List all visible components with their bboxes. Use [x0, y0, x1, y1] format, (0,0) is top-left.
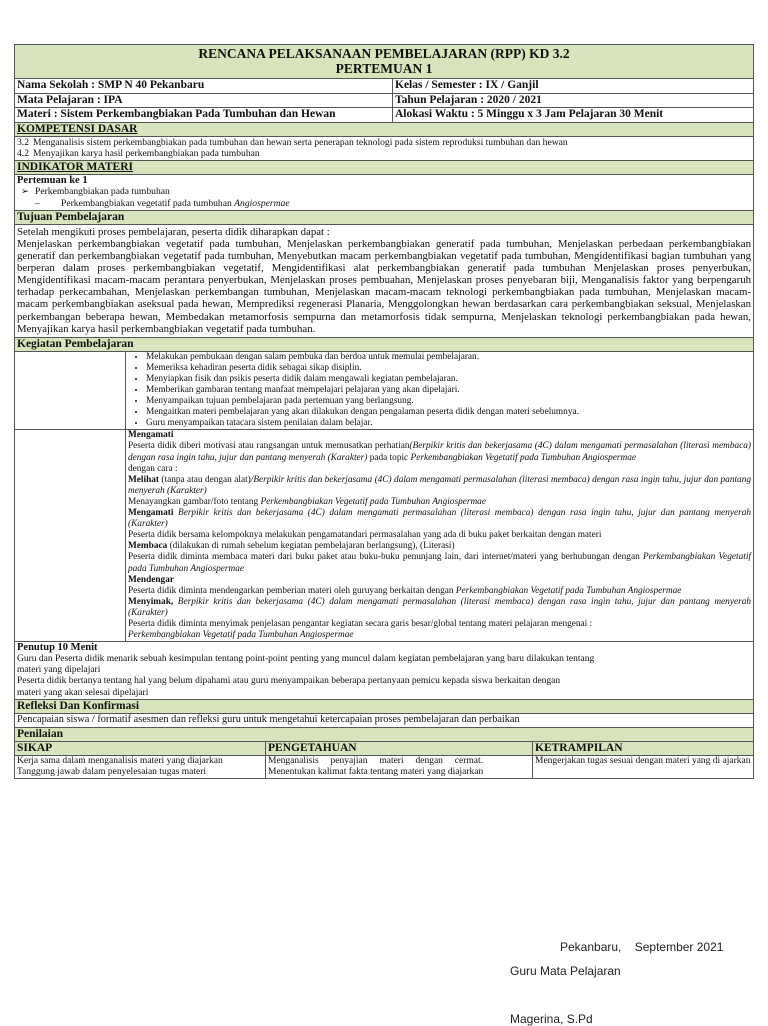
kegiatan-inti: [14, 430, 754, 642]
academic-year: Tahun Pelajaran : 2020 / 2021: [395, 93, 542, 106]
inti-paragraph: Mengamati Berpikir kritis dan bekerjasama (4C) dalam mengamati permasalahan (literasi membaca) dengan rasa ingin tahu, jujur dan pantang menyerah (Karakter): [128, 508, 751, 530]
subject: Mata Pelajaran : IPA: [15, 94, 393, 108]
kd-item: 4.2 Menyajikan karya hasil perkembangbiakan pada tumbuhan: [17, 148, 260, 159]
kegiatan-pendahuluan: [14, 352, 754, 431]
tujuan-heading: Tujuan Pembelajaran: [14, 211, 754, 225]
inti-paragraph: Menayangkan gambar/foto tentang Perkembangbiakan Vegetatif pada Tumbuhan Angiospermae: [128, 496, 486, 507]
pengetahuan-body: Menganalisis penyajian materi dengan cermat. Menentukan kalimat fakta tentang materi yang diajarkan: [268, 755, 484, 777]
tujuan-intro: Setelah mengikuti proses pembelajaran, peserta didik diharapkan dapat :: [17, 225, 330, 238]
inti-paragraph: Peserta didik diminta menyimak penjelasan pengantar kegiatan secara garis besar/global tentang materi pelajaran mengenai :: [128, 618, 593, 629]
school-name: Nama Sekolah : SMP N 40 Pekanbaru: [15, 79, 393, 93]
penilaian-heading: Penilaian: [14, 728, 754, 742]
info-row-3: [14, 108, 754, 123]
list-item: • Menyampaikan tujuan pembelajaran pada pertemuan yang berlangsung.: [146, 396, 751, 407]
tujuan-body: [14, 225, 754, 338]
inti-paragraph: Membaca (dilakukan di rumah sebelum kegiatan pembelajaran berlangsung), (Literasi): [128, 541, 455, 552]
pengetahuan-header: PENGETAHUAN: [266, 742, 532, 756]
pendahuluan-list: [126, 352, 753, 430]
sikap-body: Kerja sama dalam menganalisis materi yang diajarkan Tanggung jawab dalam penyelesaian tugas materi: [17, 755, 223, 777]
title-line-1: RENCANA PELAKSANAAN PEMBELAJARAN (RPP) KD 3.2: [198, 46, 570, 61]
indikator-body: [14, 175, 754, 211]
inti-paragraph: Melihat (tanpa atau dengan alat)/Berpikir kritis dan bekerjasama (4C) dalam mengamati permasalahan (literasi membaca) dengan rasa ingin tahu, jujur dan pantang menyerah (Karakter): [128, 474, 752, 496]
kegiatan-heading: Kegiatan Pembelajaran: [14, 338, 754, 352]
inti-paragraph: dengan cara :: [128, 463, 178, 474]
indicator-bullet: ➢ Perkembangbiakan pada tumbuhan: [21, 186, 170, 198]
rpp-document: [14, 44, 754, 779]
signature-role: Guru Mata Pelajaran: [510, 964, 621, 978]
mengamati-heading: Mengamati: [128, 430, 174, 441]
sikap-header: SIKAP: [15, 742, 265, 756]
dash-icon: –: [35, 198, 40, 210]
ketrampilan-header: KETRAMPILAN: [533, 742, 753, 756]
penutup-heading: Penutup 10 Menit: [17, 642, 98, 654]
list-item: • Memeriksa kehadiran peserta didik sebagai sikap disiplin.: [146, 363, 751, 374]
meeting-label: Pertemuan ke 1: [17, 174, 88, 186]
inti-paragraph: Perkembangbiakan Vegetatif pada Tumbuhan Angiospermae: [128, 630, 354, 641]
mendengar-heading: Mendengar: [128, 574, 174, 585]
inti-body: [126, 430, 753, 641]
info-row-1: [14, 79, 754, 94]
list-item: • Menyiapkan fisik dan psikis peserta didik dalam mengawali kegiatan pembelajaran.: [146, 374, 751, 385]
ketrampilan-column: [533, 742, 753, 778]
penutup-line: materi yang akan selesai dipelajari: [17, 687, 149, 698]
material: Materi : Sistem Perkembangbiakan Pada Tumbuhan dan Hewan: [15, 108, 393, 122]
list-item: • Guru menyampaikan tatacara sistem penilaian dalam belajar.: [146, 418, 751, 429]
time-allocation: Alokasi Waktu : 5 Minggu x 3 Jam Pelajaran 30 Menit: [395, 108, 664, 120]
inti-paragraph: Peserta didik diminta membaca materi dari buku paket atau buku-buku penunjang lain, dari internet/materi yang berhubungan dengan Perkembangbiakan Vegetatif pada Tumbuhan Angiospermae: [128, 552, 751, 574]
indicator-sub: – Perkembangbiakan vegetatif pada tumbuhan Angiospermae: [35, 198, 290, 210]
penilaian-table: [14, 742, 754, 779]
kd-item: 3.2 Menganalisis sistem perkembangbiakan pada tumbuhan dan hewan serta penerapan teknologi pada sistem reproduksi tumbuhan dan hewan: [17, 136, 568, 148]
signature-place-date: Pekanbaru, September 2021: [560, 940, 724, 954]
kompetensi-heading: KOMPETENSI DASAR: [14, 123, 754, 137]
indikator-heading: INDIKATOR MATERI: [14, 161, 754, 175]
signature-name: Magerina, S.Pd: [510, 1012, 593, 1026]
penutup-line: materi yang dipelajari: [17, 664, 101, 675]
penutup-line: Guru dan Peserta didik menarik sebuah kesimpulan tentang point-point penting yang muncul dalam kegiatan pembelajaran yang baru dilakukan tentang: [17, 653, 595, 664]
inti-paragraph: Peserta didik diminta mendengarkan pemberian materi oleh guruyang berkaitan dengan Perkembangbiakan Vegetatif pada Tumbuhan Angiospermae: [128, 585, 682, 596]
pengetahuan-column: [266, 742, 533, 778]
sikap-column: [15, 742, 266, 778]
list-item: • Melakukan pembukaan dengan salam pembuka dan berdoa untuk memulai pembelajaran.: [146, 352, 751, 363]
inti-paragraph: Peserta didik diberi motivasi atau rangsangan untuk memusatkan perhatian(Berpikir kritis dan bekerjasama (4C) dalam mengamati permasalahan (literasi membaca) dengan rasa ingin tahu, jujur dan pantang menyerah (Karakter) pada topic Perkembangbiakan Vegetatif pada Tumbuhan Angiospermae: [128, 441, 751, 463]
class-semester: Kelas / Semester : IX / Ganjil: [395, 79, 539, 91]
refleksi-text: Pencapaian siswa / formatif asesmen dan refleksi guru untuk mengetahui ketercapaian proses pembelajaran dan perbaikan: [14, 714, 754, 728]
penutup-section: [14, 642, 754, 700]
info-row-2: [14, 94, 754, 109]
inti-paragraph: Peserta didik bersama kelompoknya melakukan pengamatandari permasalahan yang ada di buku paket berkaitan dengan materi: [128, 530, 602, 541]
ketrampilan-body: Mengerjakan tugas sesuai dengan materi yang di ajarkan: [535, 755, 751, 766]
list-item: • Mengaitkan materi pembelajaran yang akan dilakukan dengan pengalaman peserta didik dengan materi sebelumnya.: [146, 407, 751, 418]
penutup-line: Peserta didik bertanya tentang hal yang belum dipahami atau guru menyampaikan beberapa pertanyaan pemicu kepada siswa berkaitan dengan: [17, 676, 561, 687]
tujuan-text: Menjelaskan perkembangbiakan vegetatif pada tumbuhan, Menjelaskan perkembangbiakan generatif pada tumbuhan, Menjelaskan perbedaan perkembangbiakan generatif dan perkembangbiakan vegetatif pada tumbuhan, Menyebutkan macam perkembangbiakan vegetatif pada tumbuhan, Mengidentifikasi bagian tumbuhan yang berperan dalam proses perkembangbiakan vegetatif, Mengidentifikasi alat perkembangbiakan generatif pada tumbuhan Menjelaskan proses penyerbukan, Mengidentifikasi macam-macam perantara penyerbukan, Menjelaskan proses pembuahan, Menjelaskan proses penyebaran biji, Menganalisis faktor yang berpengaruh terhadap perkecambahan, Menjelaskan perkembangan tumbuhan, Menjelaskan macam-macam teknologi perkembangbiakan pada tumbuhan, Menjelaskan macam-macam perkembangbiakan aseksual pada hewan, Memprediksi regenerasi Planaria, Menggolongkan hewan berdasarkan cara perkembangbiakan seksual, Menjelaskan perkembangan beberapa hewan, Membedakan metamorfosis sempurna dan metamorfosis tidak sempurna, Menjelaskan teknologi perkembangbiakan pada hewan, Menyajikan karya hasil perkembangbiakan vegetatif pada tumbuhan.: [17, 237, 751, 335]
document-title: [14, 44, 754, 79]
arrow-bullet-icon: ➢: [21, 186, 30, 198]
inti-paragraph: Menyimak, Berpikir kritis dan bekerjasama (4C) dalam mengamati permasalahan (literasi membaca) dengan rasa ingin tahu, jujur dan pantang menyerah (Karakter): [128, 596, 751, 618]
title-line-2: PERTEMUAN 1: [335, 61, 433, 76]
list-item: • Memberikan gambaran tentang manfaat mempelajari pelajaran yang akan dipelajari.: [146, 385, 751, 396]
kegiatan-left-cell: [15, 430, 126, 641]
refleksi-heading: Refleksi Dan Konfirmasi: [14, 700, 754, 714]
kompetensi-list: [14, 137, 754, 161]
kegiatan-left-cell: [15, 352, 126, 430]
